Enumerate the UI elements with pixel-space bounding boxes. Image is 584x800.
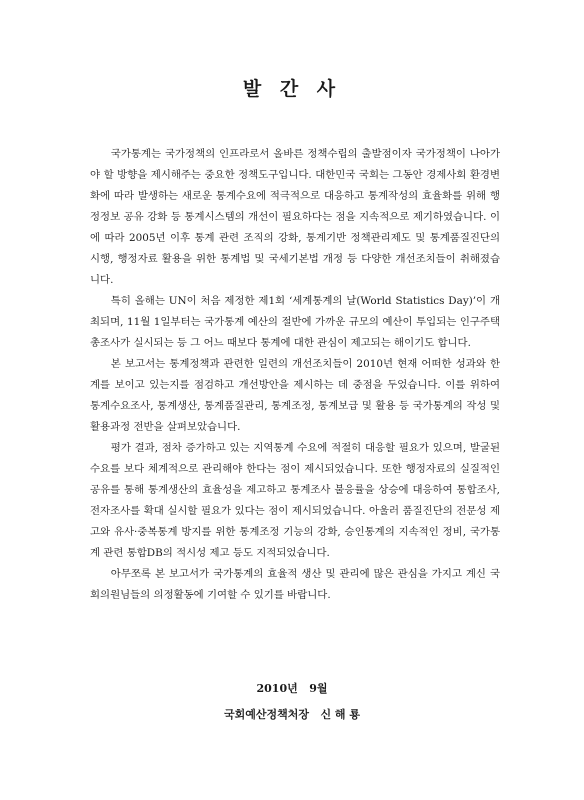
paragraph-2: 특히 올해는 UN이 처음 제정한 제1회 ‘세계통계의 날(World Statistics Day)’이 개최되며, 11월 1일부터는 국가통계 예산의 절반에 가까운 규모의 예산이 투입되는 인구주택총조사가 실시되는 등 그 어느 때보다 통계에 대한 관심이 제고되는 해이기도 합니다. [90, 295, 500, 349]
paragraph-5: 아무쪼록 본 보고서가 국가통계의 효율적 생산 및 관리에 많은 관심을 가지고 계신 국회의원님들의 의정활동에 기여할 수 있기를 바랍니다. [90, 568, 500, 601]
page-title: 발 간 사 [242, 78, 342, 100]
signature-author: 국회예산정책처장 신 해 룡 [223, 708, 361, 721]
paragraph-1: 국가통계는 국가정책의 인프라로서 올바른 정책수립의 출발점이자 국가정책이 나아가야 할 방향을 제시해주는 중요한 정책도구입니다. 대한민국 국회는 그동안 경제사회 환경변화에 따라 발생하는 새로운 통계수요에 적극적으로 대응하고 통계작성의 효율화를 위해 행정정보 공유 강화 등 통계시스템의 개선이 필요하다는 점을 지속적으로 제기하였습니다. 이에 따라 2005년 이후 통계 관련 조직의 강화, 통계기반 정책관리제도 및 통계품질진단의 시행, 행정자료 활용을 위한 통계법 및 국세기본법 개정 등 다양한 개선조치들이 취해졌습니다. [90, 148, 500, 286]
paragraph-4: 평가 결과, 점차 증가하고 있는 지역통계 수요에 적절히 대응할 필요가 있으며, 발굴된 수요를 보다 체계적으로 관리해야 한다는 점이 제시되었습니다. 또한 행정자료의 실질적인 공유를 통해 통계생산의 효율성을 제고하고 통계조사 불응률을 상승에 대응하여 통합조사, 전자조사를 확대 실시할 필요가 있다는 점이 제시되었습니다. 아울러 품질진단의 전문성 제고와 유사·중복통계 방지를 위한 통계조정 기능의 강화, 승인통계의 지속적인 정비, 국가통계 관련 통합DB의 적시성 제고 등도 지적되었습니다. [90, 442, 500, 559]
foreword-body [90, 144, 500, 606]
paragraph-3: 본 보고서는 통계정책과 관련한 일련의 개선조치들이 2010년 현재 어떠한 성과와 한계를 보이고 있는지를 점검하고 개선방안을 제시하는 데 중점을 두었습니다. 이를 위하여 통계수요조사, 통계생산, 통계품질관리, 통계조정, 통계보급 및 활용 등 국가통계의 작성 및 활용과정 전반을 살펴보았습니다. [90, 358, 500, 433]
signature-date: 2010년 9월 [256, 682, 328, 695]
